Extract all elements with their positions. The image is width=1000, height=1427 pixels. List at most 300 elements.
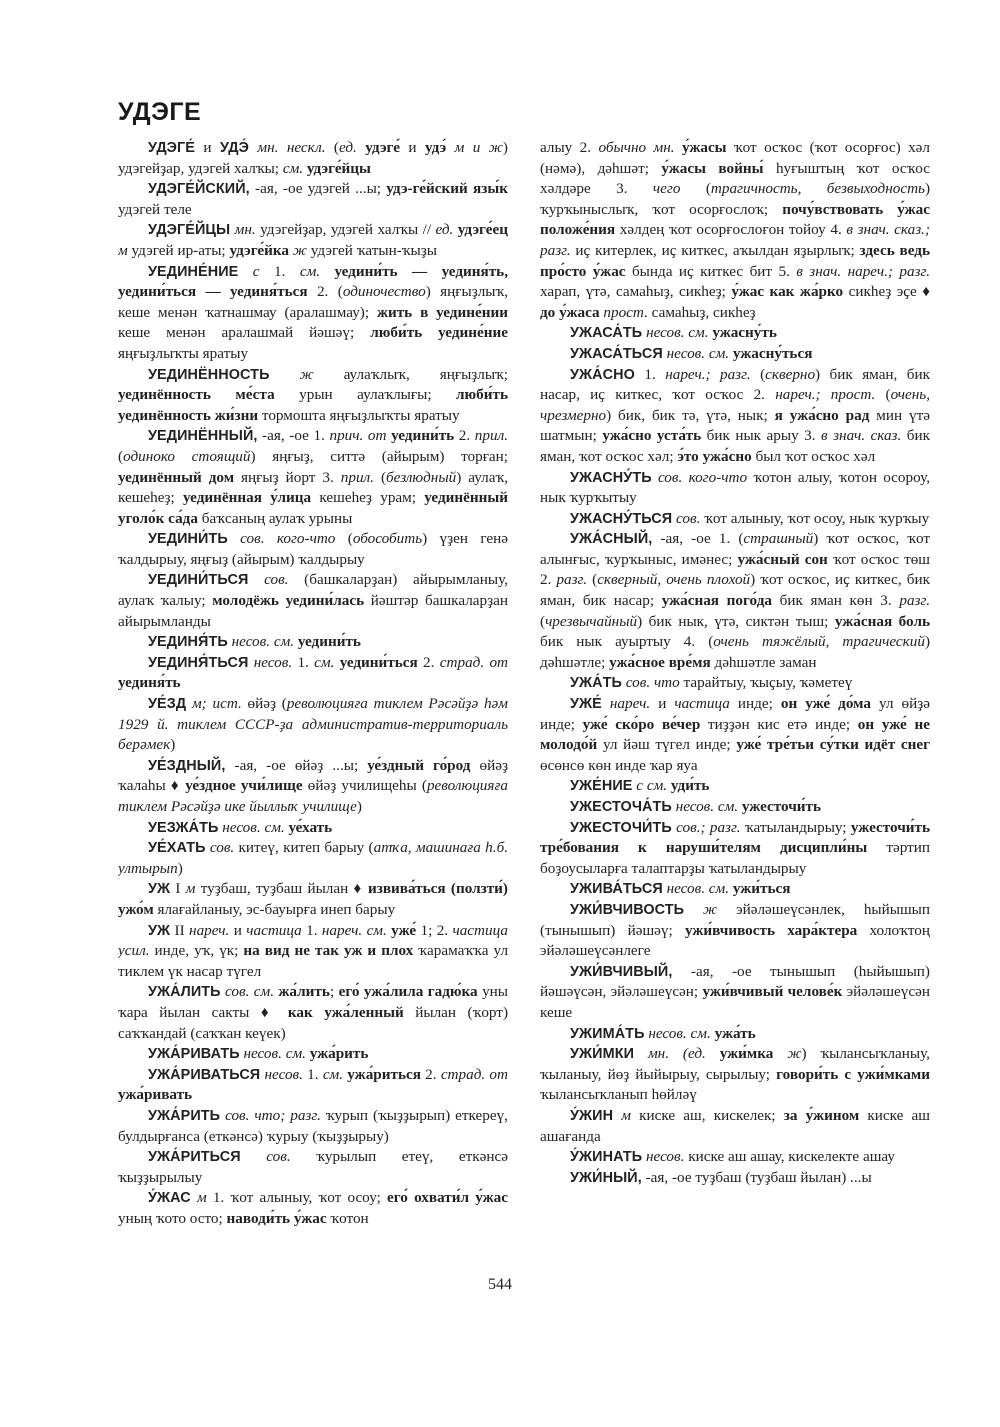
italic-label: сов. кого-что (651, 468, 748, 486)
italic-label: несов. (642, 1148, 685, 1166)
italic-label: сов.; разг. (671, 818, 741, 836)
italic-label: сов. (672, 509, 701, 527)
headword: УЕДИНИ́ТЬ (148, 531, 228, 548)
headword: УЖАСА́ТЬ (570, 325, 643, 342)
bold-phrase: на вид не так уж и плох (243, 942, 414, 960)
dictionary-entry (540, 1044, 930, 1106)
definition-text: ) яңғыҙлыҡ, кеше менән ҡатнашмау (аралашмау); (118, 283, 508, 321)
dictionary-entry (540, 797, 930, 818)
italic-label: ед. (435, 221, 454, 239)
headword: УЖ (148, 881, 171, 898)
definition-text: дәһшәтле заман (710, 653, 817, 671)
bold-phrase: ужа́сное вре́мя (609, 653, 711, 671)
headword: УЕДИНЕ́НИЕ (148, 263, 239, 280)
headword: УЕДИНЯ́ТЬСЯ (148, 654, 249, 671)
definition-text: бик нык арыу 3. (701, 427, 822, 445)
definition-text: удэгей теле (118, 200, 192, 218)
definition-text: ( (333, 139, 339, 156)
bold-phrase: у́жасы войны́ (661, 159, 764, 177)
dictionary-entry (540, 323, 930, 344)
headword: УЖАСНУ́ТЬ (570, 469, 652, 486)
dictionary-entry (118, 570, 508, 632)
italic-label: страд. от (440, 1065, 508, 1083)
italic-label: частица (246, 921, 302, 939)
page-number: 544 (488, 1276, 512, 1293)
italic-label: с см. (632, 777, 668, 795)
italic-label: частица (674, 695, 730, 713)
dictionary-entry (118, 879, 508, 920)
bold-phrase: уединённость ме́ста (118, 386, 275, 404)
definition-text: ) аулаҡ, кешеһеҙ; (118, 468, 508, 507)
headword: УЖА́СНО (570, 366, 635, 383)
definition-text: ) ҡурҡыныслыҡ, ҡот осорғослоҡ; (540, 180, 930, 218)
dictionary-entry (118, 1044, 508, 1065)
italic-label: разг. (556, 571, 588, 589)
definition-text: өсөнсө көн инде ҡар яуа (540, 756, 698, 774)
definition-text: ) яңғыҙ, ситтә (айырым) торған; (250, 447, 508, 465)
italic-label: ж (269, 365, 314, 383)
italic-label: прил. (474, 427, 508, 445)
definition-text: ( (118, 447, 124, 465)
definition-text: баҡсаның аулаҡ урыны (197, 509, 353, 527)
dictionary-entry (118, 1106, 508, 1147)
bold-phrase: удэ́ (424, 139, 447, 156)
bold-phrase: уе́здный го́род (367, 756, 471, 774)
dictionary-entry (118, 1188, 508, 1229)
definition-text: холоҡтоң эйәләшеүсәнлеге (540, 921, 930, 960)
definition-text: ҡот осҡос (ҡот осорғос) хәл (нәмә), дәһшәт; (540, 139, 930, 177)
definition-text: эйәләшеүсәнлек, һыйышып (тынышып) йәшәү; (540, 900, 930, 939)
definition-text: 1; 2. (416, 921, 453, 939)
italic-label: революцияға тиклем Рәсәйҙә ике йыллыҡ училище (118, 777, 508, 815)
definition-text: яңғыҙлыҡты яратыу (118, 344, 249, 362)
italic-label: нареч.; прост. (775, 386, 876, 404)
definition-text: 2. ( (307, 283, 343, 301)
italic-label: страшный (743, 530, 814, 548)
definition-text: -ая, -ое 1. ( (652, 530, 744, 548)
bold-phrase: уже́ тре́тьи су́тки идёт снег (736, 736, 930, 754)
italic-label: обособить (352, 530, 423, 548)
bold-phrase: уди́ть (667, 777, 710, 795)
bold-phrase: уедини́ться (334, 653, 418, 671)
dictionary-entry (118, 818, 508, 839)
headword: УЖИВА́ТЬСЯ (570, 881, 663, 898)
italic-label: нареч. см. (321, 921, 387, 939)
definition-text: ) ҡылансыҡланыу, ҡыланыу, йөҙ йыйырыу, сырылыу; (540, 1045, 930, 1083)
bold-phrase: уже́ ско́ро ве́чер (582, 715, 701, 733)
italic-label: м; ист. (186, 695, 242, 713)
bold-phrase: ужа́сно уста́ть (602, 427, 702, 445)
headword: УЖЕ́ (570, 696, 602, 713)
dictionary-entry (540, 529, 930, 673)
headword: У́ЖАС (148, 1190, 191, 1207)
bold-phrase: ужи́вчивость хара́ктера (684, 921, 858, 939)
dictionary-entry (540, 694, 930, 776)
definition-text: ( (587, 571, 598, 589)
dictionary-entry (118, 756, 508, 818)
definition-text: мин үтә шатмын; (540, 406, 930, 445)
definition-text: ( (875, 386, 891, 404)
right-column (540, 138, 930, 1278)
bold-phrase: почу́вствовать у́жас положе́ния (540, 200, 930, 239)
italic-label: несов. см. (642, 324, 709, 342)
italic-label: одиночество (342, 283, 426, 301)
headword: УЖИ́НЫЙ, (570, 1169, 642, 1186)
definition-text: ( (540, 612, 546, 630)
dictionary-entry (118, 632, 508, 653)
definition-text: 1. (292, 653, 315, 671)
definition-text: -ая, -ое өйәҙ ...ы; (225, 756, 368, 774)
bold-phrase: ужесточи́ть тре́бования к наруши́телям дисципли́ны (540, 818, 930, 857)
definition-text: ) дәһшәтле; (540, 633, 930, 671)
definition-text: ) удэгейҙар, удэгей халҡы; (118, 139, 508, 177)
bold-phrase: он уже́ до́ма (780, 695, 871, 713)
definition-text: алыу 2. (540, 139, 599, 156)
bold-phrase: уедини́ть (294, 633, 361, 651)
headword: УЖЕСТОЧА́ТЬ (570, 799, 672, 815)
definition-text: ) ҡот осҡос, ҡот алынғыс, ҡурҡыныс, имәнес; (540, 530, 930, 568)
definition-text: ) (356, 798, 362, 815)
italic-label: безлюдный (386, 468, 457, 486)
definition-text: киске аш ашау, кискелекте ашау (684, 1148, 895, 1166)
definition-text: инде; (729, 695, 781, 713)
headword: УЕ́ЗД (148, 696, 187, 713)
definition-text: ҡарамаҡҡа ул тиклем үк насар түгел (118, 942, 508, 980)
definition-text: өйәҙ училищеһы ( (302, 777, 427, 795)
bold-phrase: ужи́ться (729, 880, 791, 898)
bold-phrase: как ужа́ленный (287, 1003, 404, 1021)
bold-phrase: уединя́ть (118, 674, 181, 692)
italic-label: несов. см. (662, 880, 730, 898)
definition-text: бик нык ауыртыу 4. ( (540, 633, 714, 651)
dictionary-entry (540, 138, 930, 323)
headword: УЕЗЖА́ТЬ (148, 819, 219, 836)
headword: УДЭГЕ́ (148, 140, 195, 156)
bold-phrase: удэге́йка (229, 241, 290, 259)
italic-label: революцияға тиклем Рәсәйҙә һәм 1929 й. тиклем СССР-ҙа административ-территориаль берәмек (118, 695, 508, 754)
definition-text: харап, үтә, самаһыҙ, сикһеҙ; (540, 283, 732, 301)
bold-phrase: удэ-ге́йский язы́к (386, 180, 508, 198)
bold-phrase: ужа́риться (343, 1065, 421, 1083)
dictionary-entry (540, 962, 930, 1024)
definition-text: 1. (302, 1065, 323, 1083)
definition-text: удэгейҙар, удэгей халҡы // (255, 221, 436, 239)
italic-label: обычно мн. (598, 139, 675, 156)
headword: УЖА́РИВАТЬ (148, 1046, 240, 1063)
headword: УЖА́ЛИТЬ (148, 984, 221, 1001)
dictionary-entry (540, 673, 930, 694)
headword: УДЭГЕ́ЙЦЫ (148, 222, 231, 239)
definition-text: бында иҫ киткес бит 5. (625, 262, 797, 280)
bold-phrase: он уже́ не молодо́й (540, 715, 930, 754)
definition-text: удэгей ҡатын-ҡыҙы (306, 241, 437, 259)
italic-label: несов. см. (227, 633, 295, 651)
definition-text: -ая, -ое удэгей ...ы; (249, 180, 387, 198)
italic-label: сов. см. (220, 983, 275, 1001)
dictionary-entry (118, 653, 508, 694)
definition-text: ) ҡот осҡос, иҫ киткес, бик яман, бик насар; (540, 571, 930, 610)
bold-phrase: ужасну́ть (708, 324, 777, 342)
definition-text: бик яман, ҡот осҡос хәл; (540, 427, 930, 465)
definition-text: һуғыштың ҡот осҡос хәлдәре 3. (540, 159, 930, 198)
dictionary-entry (540, 900, 930, 962)
bold-phrase: его́ охвати́л у́жас (387, 1189, 508, 1207)
dictionary-entry (118, 838, 508, 879)
italic-label: м (613, 1106, 631, 1124)
bold-phrase: уединённый уголо́к са́да (118, 489, 508, 527)
italic-label: в знач. нареч.; разг. (796, 262, 930, 280)
definition-text: тәртип боҙоусыларға талаптарҙы ҡатыландырыу (540, 839, 930, 877)
dictionary-entry (118, 694, 508, 756)
dictionary-entry (540, 879, 930, 900)
definition-text: бик яман көн 3. (771, 592, 900, 610)
italic-label: чего (652, 180, 681, 198)
definition-text: -ая, -ое туҙбаш (туҙбаш йылан) ...ы (641, 1168, 872, 1186)
bold-phrase: извива́ться (ползти́) ужо́м (118, 880, 508, 918)
definition-text: йәштәр башкаларҙан айырымланды (118, 592, 508, 630)
bold-phrase: удэге́ (356, 139, 400, 156)
bold-phrase: жа́лить (274, 983, 330, 1001)
italic-label: трагичность, безвыходность (710, 180, 925, 198)
dictionary-entry (118, 262, 508, 365)
italic-label: чрезвычайный (545, 612, 638, 630)
italic-label: мн. ( (634, 1045, 688, 1063)
bold-phrase: удэге́ец (453, 221, 508, 239)
bold-phrase: до у́жаса (540, 303, 600, 321)
bold-phrase: люби́ть уединённость жи́зни (118, 386, 508, 424)
italic-label: страд. от (439, 653, 508, 671)
headword: УЕДИНИ́ТЬСЯ (148, 572, 249, 589)
bold-phrase: люби́ть уедине́ние (370, 324, 508, 342)
dictionary-entry (540, 1168, 930, 1189)
definition-text: ) бик яман, бик насар, иҫ киткес, ҡот осҡос 2. (540, 365, 930, 404)
bold-phrase: уе́здное учи́лище (185, 777, 303, 795)
definition-text: 1. (259, 262, 300, 280)
italic-label: очень, чрезмерно (540, 386, 930, 424)
italic-label: ж (773, 1045, 802, 1063)
definition-text: ( (680, 180, 711, 198)
italic-label: в знач. сказ.; разг. (540, 221, 930, 259)
definition-text: яңғыҙ йорт 3. (234, 468, 341, 486)
headword: УЖА́РИВАТЬСЯ (148, 1066, 261, 1083)
dictionary-entry (540, 1147, 930, 1168)
definition-text: и (194, 139, 220, 156)
running-header: УДЭГЕ (118, 98, 202, 126)
definition-text: ҡатыландырыу; (740, 818, 851, 836)
italic-label: очень тяжёлый, трагический (713, 633, 925, 651)
definition-text: иҫ китерлек, иҫ киткес, аҡылдан яҙырлыҡ; (570, 241, 860, 259)
headword: УЖИ́МКИ (570, 1046, 635, 1063)
headword: УЕДИНЁННЫЙ, (148, 428, 258, 445)
bold-phrase: жить в уедине́нии (376, 303, 508, 321)
definition-text: урын аулаҡлығы; (274, 386, 457, 404)
definition-text: ҡурып (ҡыҙҙырып) еткереү, булдырғанса (еткәнсә) ҡурыу (ҡыҙҙырыу) (118, 1106, 508, 1145)
italic-label: см. (322, 1065, 344, 1083)
headword: УДЭ́ (219, 140, 249, 156)
italic-label: м и ж (446, 139, 503, 156)
dictionary-entry (118, 365, 508, 427)
bold-phrase: говори́ть с ужи́мками (776, 1065, 930, 1083)
bold-phrase: ужи́вчивый челове́к (702, 983, 843, 1001)
dictionary-entry (118, 529, 508, 570)
definition-text: өйәҙ ( (241, 695, 287, 713)
definition-text: өйәҙ ҡалаһы ♦ (118, 756, 508, 795)
headword: УЖА́РИТЬСЯ (148, 1149, 241, 1166)
definition-text: аулаҡлыҡ, яңғыҙлыҡ; (313, 365, 508, 383)
definition-text: тиҙҙән кис етә инде; (700, 715, 858, 733)
dictionary-entry (118, 1065, 508, 1106)
definition-text: -ая, -ое 1. (257, 427, 330, 445)
definition-text: туҙбаш, туҙбаш йылан ♦ (195, 880, 368, 898)
definition-text: кешеһеҙ урам; (311, 489, 425, 507)
definition-text: -ая, -ое тынышып (һыйышып) йәшәүсән, эйәләшеүсән; (540, 962, 930, 1001)
definition-text: и (229, 921, 247, 939)
italic-label: сов. что (622, 674, 680, 692)
definition-text: китеү, китеп барыу ( (234, 839, 374, 857)
bold-phrase: его́ ужа́лила гадю́ка (338, 983, 478, 1001)
italic-label: разг. (899, 592, 930, 610)
italic-label: сов. (240, 1148, 291, 1166)
italic-label: несов. см. (671, 798, 739, 815)
bold-phrase: удэге́йцы (303, 159, 371, 177)
italic-label: несов. см. (662, 344, 730, 362)
italic-label: ед. (687, 1045, 706, 1063)
italic-label: сов. что; разг. (220, 1106, 321, 1124)
definition-text: ҡылансыҡланып һөйләү (540, 1086, 697, 1104)
bold-phrase: ужа́сный сон (737, 550, 828, 568)
bold-phrase: наводи́ть у́жас (226, 1209, 327, 1227)
italic-label: несов. см. (239, 1045, 306, 1063)
bold-phrase: ужа́рить (305, 1045, 369, 1063)
definition-text: ҡотон (326, 1209, 369, 1227)
italic-label: нареч. (601, 695, 651, 713)
bold-phrase: уе́хать (284, 818, 333, 836)
definition-text: тарайтыу, ҡыҫыу, ҡәметеү (679, 674, 853, 692)
definition-text: II (170, 921, 190, 939)
headword: УЖ (148, 922, 171, 939)
definition-text: тормошта яңғыҙлыҡты яратыу (258, 406, 460, 424)
headword: УЖА́РИТЬ (148, 1107, 221, 1124)
dictionary-entry (540, 776, 930, 797)
headword: УЖИ́ВЧИВОСТЬ (570, 901, 685, 918)
italic-label: прич. от (329, 427, 387, 445)
dictionary-entry (540, 1106, 930, 1147)
dictionary-entry (118, 179, 508, 220)
definition-text: удэгей ир-аты; (127, 241, 230, 259)
bold-phrase: у́жасы (674, 139, 727, 156)
definition-text: ) (170, 736, 176, 754)
bold-phrase: у́жас как жа́рко (731, 283, 844, 301)
bold-phrase: уединённая у́лица (183, 489, 312, 507)
bold-phrase: уже́ (386, 921, 417, 939)
bold-phrase: ужесточи́ть (738, 798, 822, 815)
headword: УЖИ́ВЧИВЫЙ, (570, 963, 673, 980)
bold-phrase: уедини́ть — уединя́ть, уедини́ться — уединя́ться (118, 262, 508, 301)
definition-text: ; (329, 983, 339, 1001)
definition-text: киске аш ашағанда (540, 1106, 930, 1145)
italic-label: в знач. сказ. (821, 427, 902, 445)
italic-label: скверно (765, 365, 816, 383)
headword: УЖЕСТОЧИ́ТЬ (570, 819, 672, 836)
definition-text: 1. (634, 365, 666, 383)
definition-text: ) бик, бик тә, үтә, нык; (606, 406, 775, 424)
bold-phrase: ужа́ривать (118, 1086, 193, 1104)
bold-phrase: за у́жином (783, 1106, 860, 1124)
bold-phrase: уедини́ть (386, 427, 455, 445)
bold-phrase: молодёжь уедини́лась (212, 592, 365, 610)
definition-text: 1. ҡот алыныу, ҡот осоу; (206, 1189, 388, 1207)
italic-label: сов. (248, 571, 289, 589)
headword: УЕДИНЁННОСТЬ (148, 366, 270, 383)
dictionary-entry (118, 1147, 508, 1188)
italic-label: скверный, очень плохой (597, 571, 751, 589)
headword: УЖА́СНЫЙ, (570, 531, 653, 548)
definition-text: ) (177, 859, 183, 877)
dictionary-entry (118, 426, 508, 529)
definition-text: 2. (417, 653, 440, 671)
headword: УЖИМА́ТЬ (570, 1025, 645, 1042)
definition-text: йылан (ҡорт) саҡҡандай (саҡҡан кеүек) (118, 1003, 508, 1042)
definition-text: киске аш, кискелек; (630, 1106, 784, 1124)
definition-text: ( (335, 530, 353, 548)
headword: УДЭГЕ́ЙСКИЙ, (148, 181, 250, 198)
headword: УЖАСНУ́ТЬСЯ (570, 510, 673, 527)
definition-text: ул өйҙә инде; (540, 695, 930, 733)
italic-label: сов. (205, 839, 235, 857)
italic-label: ед. (338, 139, 357, 156)
italic-label: несов. см. (644, 1024, 711, 1042)
italic-label: прил. (340, 468, 374, 486)
italic-label: м (185, 880, 196, 898)
bold-phrase: здесь ведь про́сто у́жас (540, 241, 930, 280)
dictionary-entry (540, 509, 930, 530)
bold-phrase: ужасну́ться (729, 344, 813, 362)
dictionary-entry (118, 982, 508, 1044)
bold-phrase: уединённый дом (118, 468, 235, 486)
definition-text: ҡурылып етеү, еткәнсә ҡыҙҙырылыу (118, 1148, 508, 1186)
headword: УЕ́ЗДНЫЙ, (148, 757, 226, 774)
italic-label: несов. см. (218, 818, 285, 836)
italic-label: мн. (230, 221, 256, 239)
italic-label: см. (282, 159, 304, 177)
headword: УЖА́ТЬ (570, 675, 622, 692)
definition-text: ) бик нык, үтә, сиктән тыш; (637, 612, 835, 630)
definition-text: ) үҙен генә ҡалдырыу, яңғыҙ (айырым) ҡалдырыу (118, 530, 508, 568)
definition-text: эйәләшеүсән кеше (540, 983, 930, 1021)
definition-text: уның ҡото осто; (118, 1209, 227, 1227)
italic-label: нареч. (189, 921, 230, 939)
italic-label: мн. нескл. (248, 139, 334, 156)
italic-label: нареч.; разг. (665, 365, 751, 383)
italic-label: м (118, 241, 128, 259)
definition-text: и (399, 139, 425, 156)
definition-text: ҡот осҡос төш 2. (540, 550, 930, 589)
definition-text: ( (373, 468, 387, 486)
definition-text: инде, уҡ, үк; (149, 942, 244, 960)
dictionary-entry (118, 138, 508, 179)
italic-label: сов. кого-что (227, 530, 336, 548)
bold-phrase: ужа́ть (710, 1024, 756, 1042)
italic-label: прост. (599, 303, 648, 321)
definition-text: ҡотон алыу, ҡотон осороу, нык ҡурҡытыу (540, 468, 930, 507)
definition-text: хәлдең ҡот осорғослоғон тойоу 4. (615, 221, 847, 239)
italic-label: ж (289, 241, 307, 259)
definition-text: ҡот алыныу, ҡот осоу, нык ҡурҡыу (700, 509, 930, 527)
definition-text: сикһеҙ эҫе ♦ (843, 283, 930, 301)
definition-text: и (650, 695, 675, 713)
definition-text: ул йәш түгел инде; (597, 736, 737, 754)
headword: У́ЖИНАТЬ (570, 1149, 643, 1166)
